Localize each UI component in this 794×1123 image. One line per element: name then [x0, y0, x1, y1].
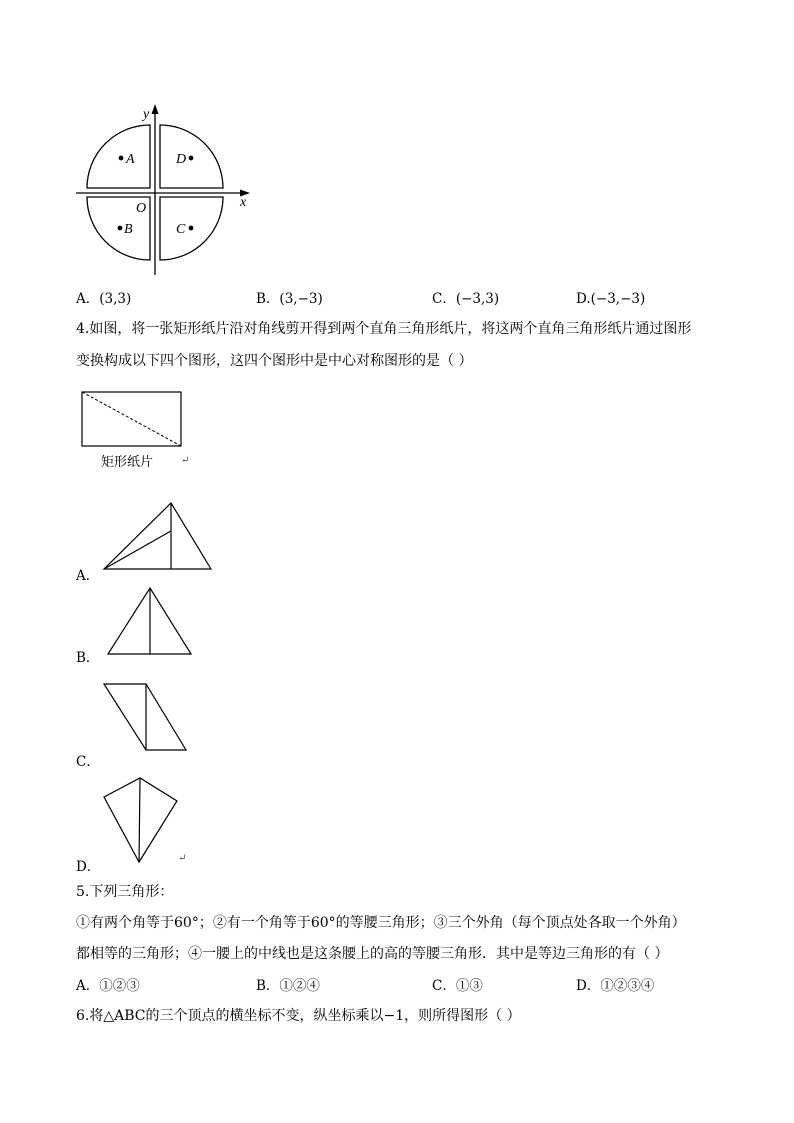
q5-option-b-value: ①②④: [279, 978, 320, 994]
q5-option-b-letter: B．: [256, 978, 280, 994]
q4-option-a: A．: [76, 568, 100, 584]
return-mark-2: ↵: [178, 853, 187, 864]
q5-option-c-value: ①③: [455, 978, 483, 994]
point-c-label: C: [176, 222, 186, 237]
q5-stem-line2: 都相等的三角形；④一腰上的中线也是这条腰上的高的等腰三角形．其中是等边三角形的有（ ）: [76, 946, 669, 962]
q4-option-c: C．: [76, 754, 100, 770]
q5-stem-line1: ①有两个角等于60°；②有一个角等于60°的等腰三角形；③三个外角（每个顶点处各取一个外角）: [76, 915, 686, 931]
q6-stem-line1: 6.将△ABC的三个顶点的横坐标不变，纵坐标乘以−1，则所得图形（ ）: [76, 1008, 521, 1024]
q3-option-a-value: (3,3): [99, 291, 132, 307]
q5-option-d-letter: D．: [576, 978, 601, 994]
q3-option-c-letter: C．: [432, 291, 456, 307]
q5-option-a-value: ①②③: [99, 978, 140, 994]
point-d-label: D: [176, 152, 187, 167]
q5-option-c-letter: C．: [432, 978, 456, 994]
q5-option-d-value: ①②③④: [600, 978, 655, 994]
origin-label: O: [136, 201, 147, 216]
point-a-label: A: [126, 152, 135, 167]
q3-option-b-letter: B．: [256, 291, 280, 307]
q5-title: 5.下列三角形：: [76, 884, 174, 900]
q5-option-a: [76, 976, 140, 996]
q5-option-c: [432, 976, 483, 996]
q5-option-a-letter: A．: [76, 978, 100, 994]
q4-stem-line1: 4.如图，将一张矩形纸片沿对角线剪开得到两个直角三角形纸片，将这两个直角三角形纸片通过图形: [76, 321, 692, 337]
q5-option-b: [256, 976, 320, 996]
q3-option-b-value: (3,−3): [279, 291, 323, 307]
q4-stem-line2: 变换构成以下四个图形，这四个图形中是中心对称图形的是（ ）: [76, 353, 473, 369]
point-b-label: B: [124, 222, 133, 237]
y-axis-label: y: [143, 107, 150, 122]
q4-option-d: D．: [76, 859, 101, 875]
return-mark-1: ↵: [181, 455, 190, 466]
q3-option-a-letter: A．: [76, 291, 100, 307]
q4-option-b: B．: [76, 650, 100, 666]
x-axis-label: x: [240, 195, 247, 210]
q3-option-c-value: (−3,3): [455, 291, 500, 307]
rect-caption: 矩形纸片: [101, 455, 154, 470]
q5-option-d: [576, 976, 654, 996]
q3-option-d-letter: D.: [576, 291, 591, 307]
q3-option-d-value: (−3,−3): [590, 291, 646, 307]
